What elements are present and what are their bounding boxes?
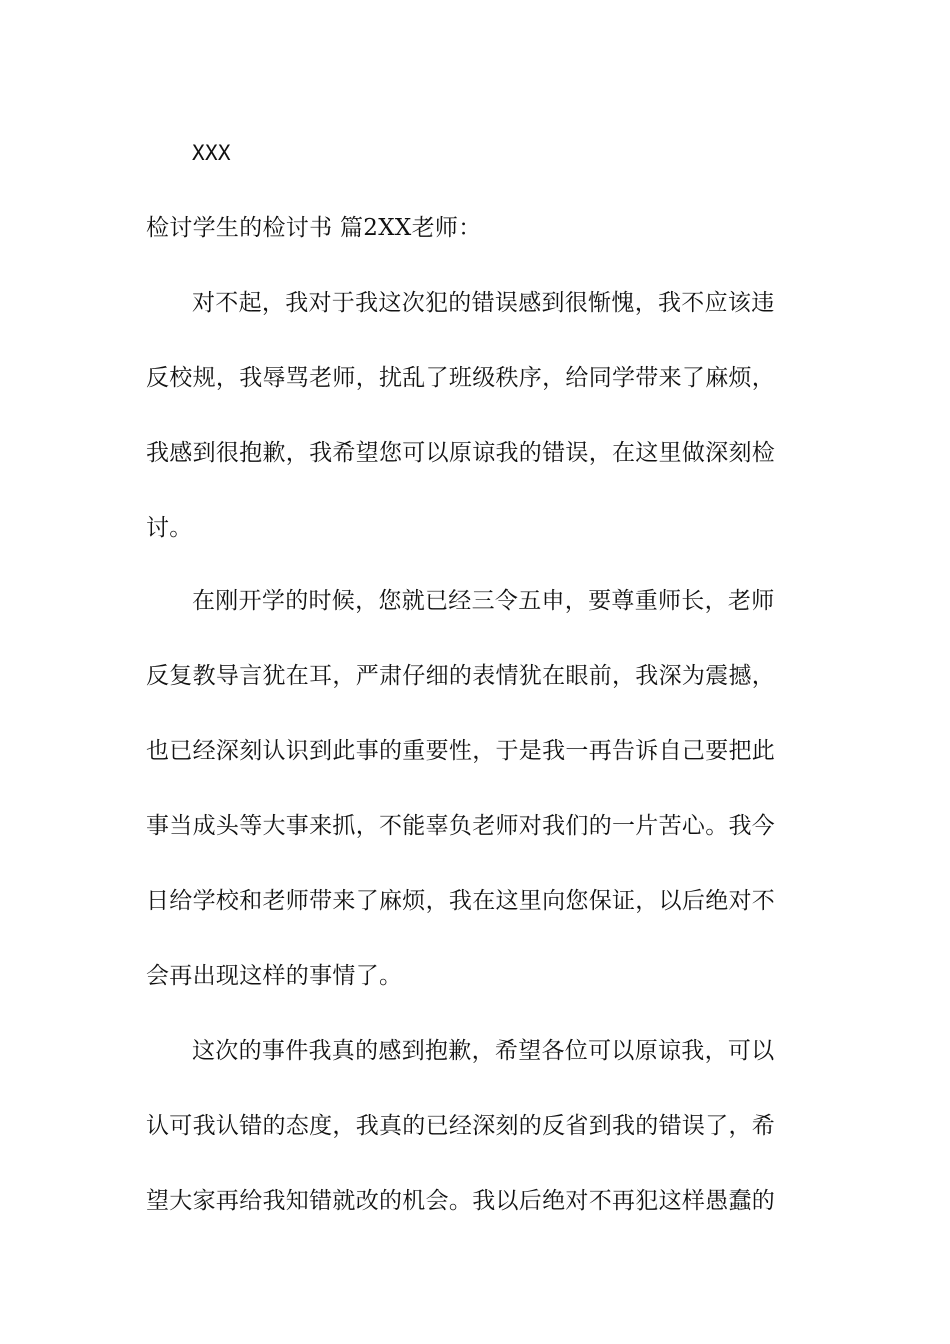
heading-line: 检讨学生的检讨书 篇2XX老师：	[146, 215, 482, 241]
paragraph-1-line-2: 反校规，我辱骂老师，扰乱了班级秩序，给同学带来了麻烦，	[146, 365, 776, 391]
paragraph-3-line-2: 认可我认错的态度，我真的已经深刻的反省到我的错误了，希	[146, 1113, 776, 1139]
paragraph-2-line-3: 也已经深刻认识到此事的重要性，于是我一再告诉自己要把此	[146, 738, 776, 764]
signature: XXX	[192, 141, 231, 165]
paragraph-1-line-3: 我感到很抱歉，我希望您可以原谅我的错误，在这里做深刻检	[146, 440, 776, 466]
paragraph-1-line-4: 讨。	[146, 515, 193, 541]
paragraph-3-line-1: 这次的事件我真的感到抱歉，希望各位可以原谅我，可以	[192, 1038, 775, 1064]
paragraph-2-line-2: 反复教导言犹在耳，严肃仔细的表情犹在眼前，我深为震撼，	[146, 663, 776, 689]
paragraph-2-line-5: 日给学校和老师带来了麻烦，我在这里向您保证，以后绝对不	[146, 888, 776, 914]
paragraph-2-line-4: 事当成头等大事来抓，不能辜负老师对我们的一片苦心。我今	[146, 813, 776, 839]
paragraph-3-line-3: 望大家再给我知错就改的机会。我以后绝对不再犯这样愚蠢的	[146, 1188, 776, 1214]
paragraph-1-line-1: 对不起，我对于我这次犯的错误感到很惭愧，我不应该违	[192, 290, 775, 316]
paragraph-2-line-1: 在刚开学的时候，您就已经三令五申，要尊重师长，老师	[192, 588, 775, 614]
paragraph-2-line-6: 会再出现这样的事情了。	[146, 963, 403, 989]
